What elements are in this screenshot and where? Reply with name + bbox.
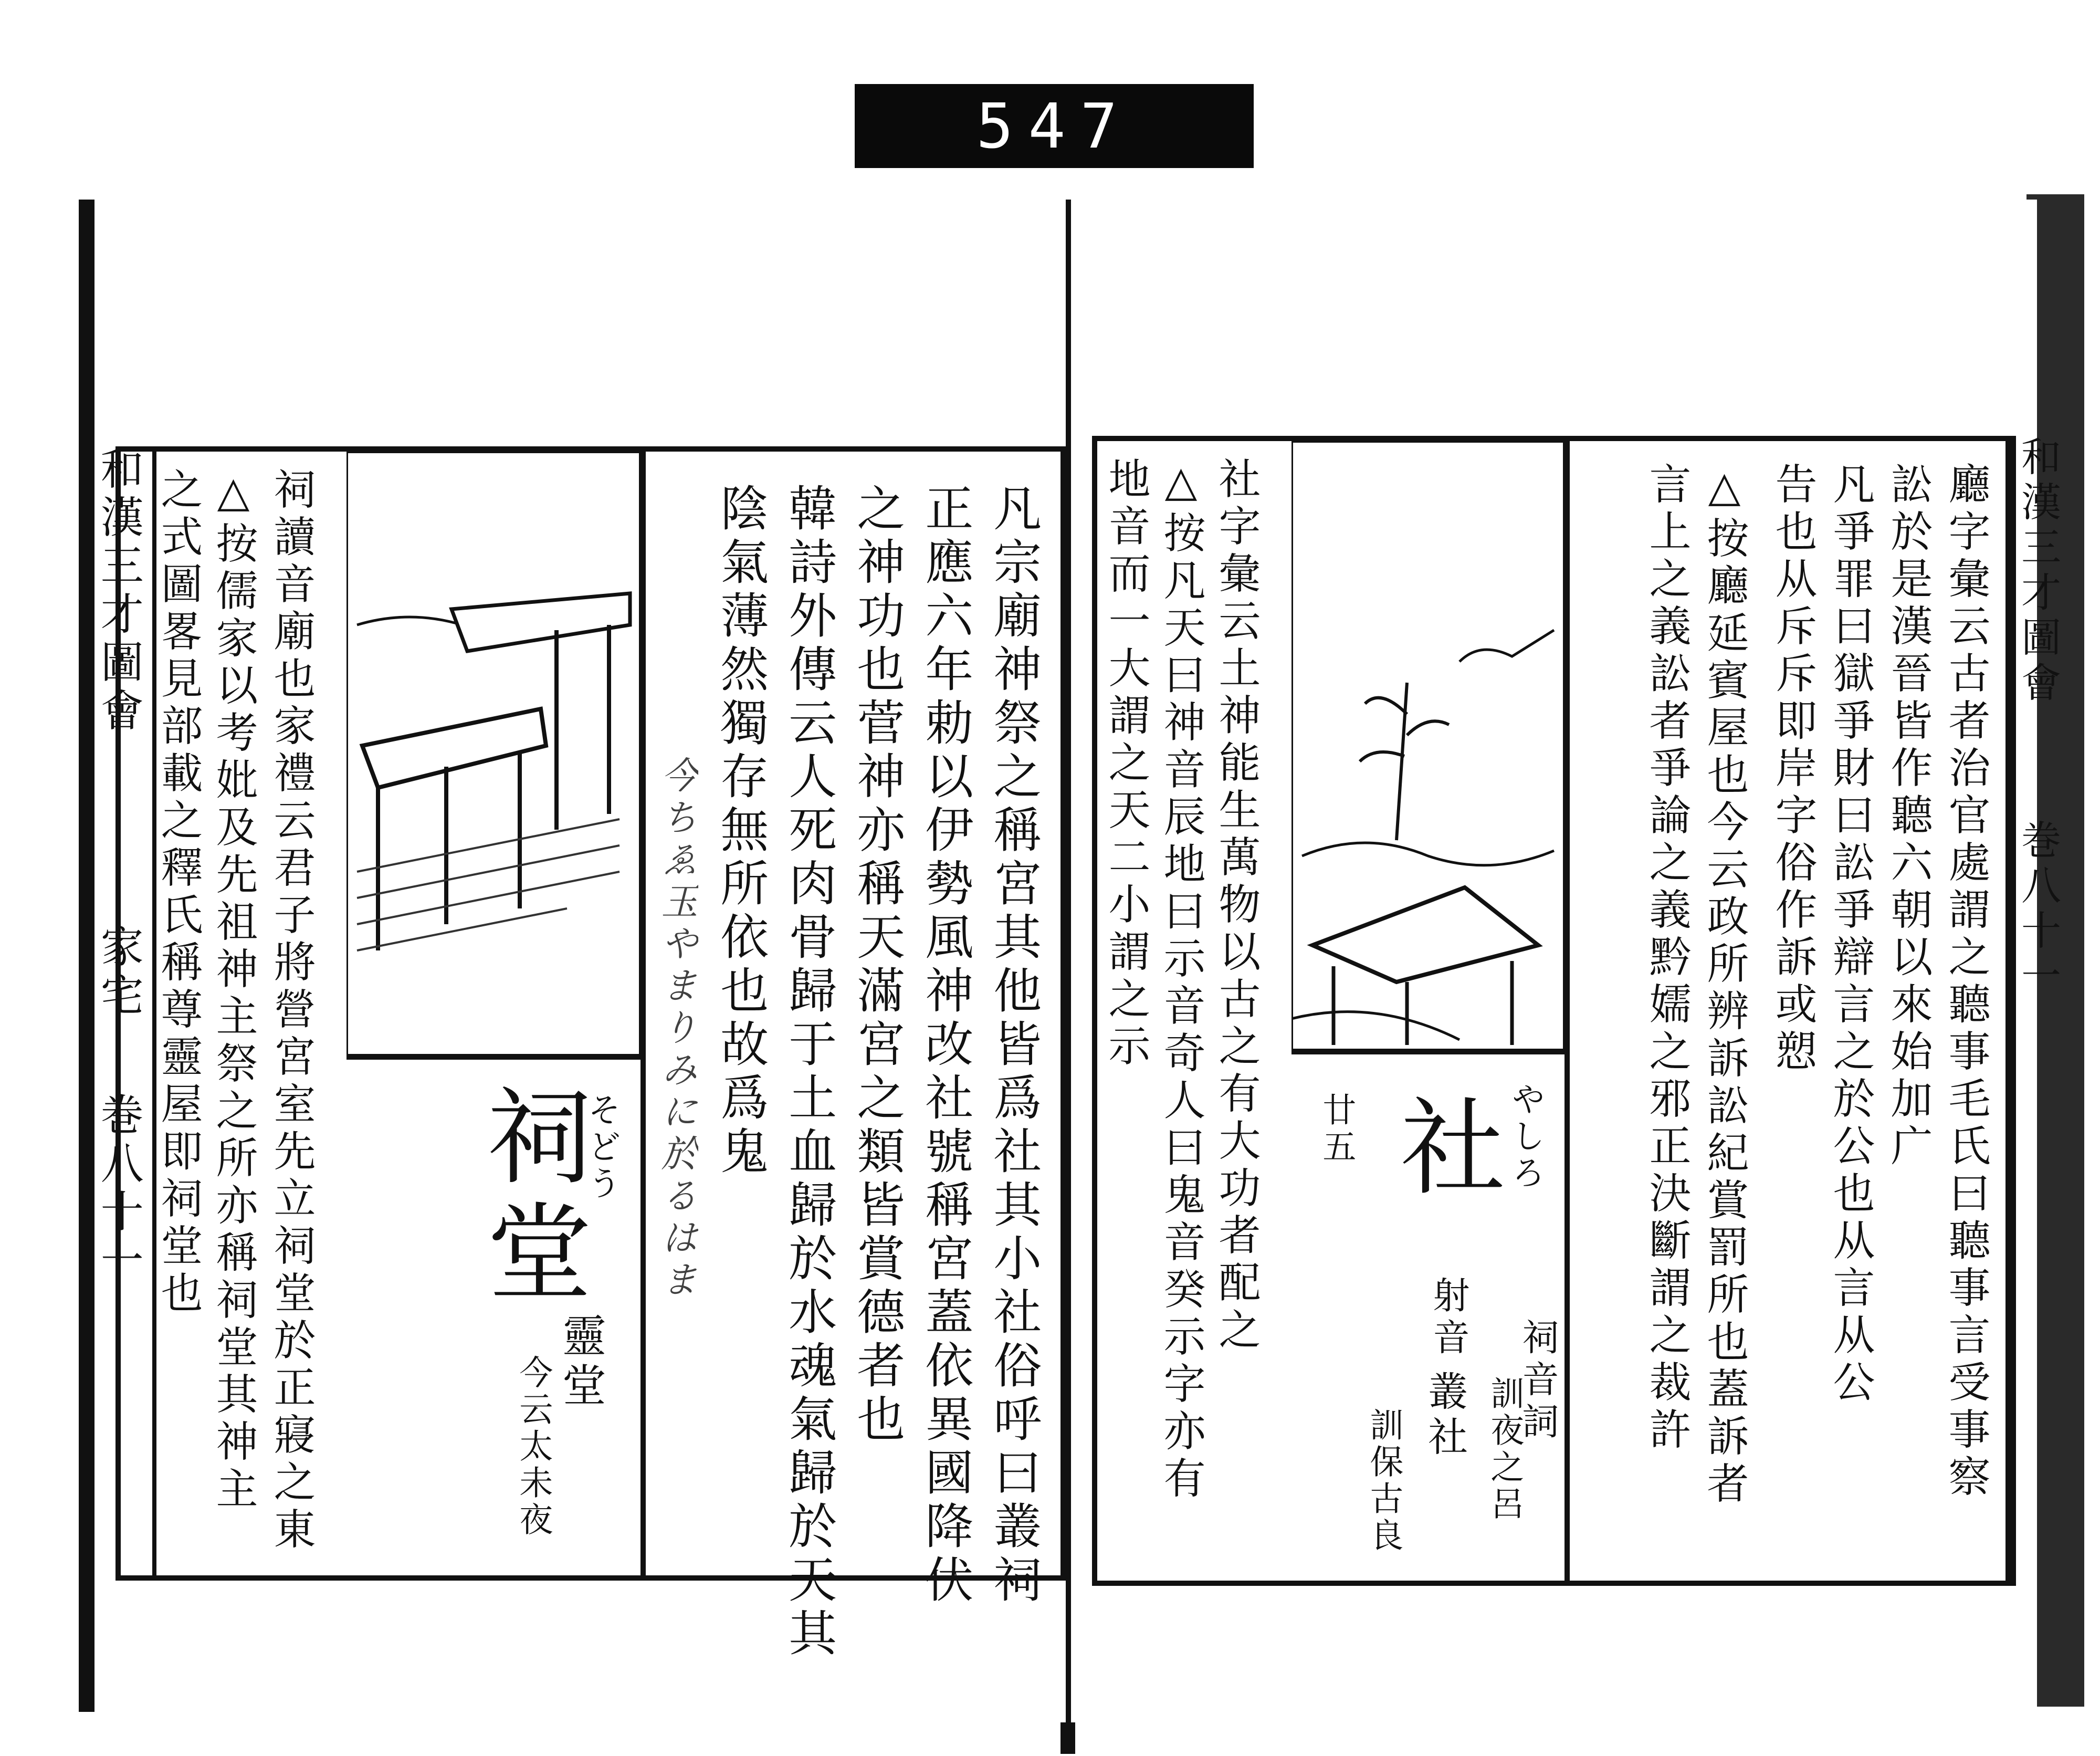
right-margin-title: 和漢三才圖會: [2014, 436, 2062, 707]
right-body-col-9: 地音而一大謂之天二小謂之示: [1101, 457, 1150, 1071]
left-handwritten-note: 今ちゑ玉やまりみに於るはま: [655, 756, 698, 1302]
right-entry-number: 廿五: [1317, 1092, 1356, 1166]
right-variant-1: 祠音詞: [1516, 1318, 1559, 1444]
left-alt-reading: 今云太未夜: [513, 1355, 553, 1539]
right-body-col-8: △按凡天曰神音辰地曰示音奇人曰鬼音癸示字亦有: [1157, 457, 1205, 1503]
right-body-col-7: 社字彙云土神能生萬物以古之有大功者配之: [1212, 457, 1261, 1355]
right-variant-2-reading: 訓保古良: [1364, 1407, 1403, 1554]
right-entry-kana: やしろ: [1506, 1082, 1545, 1192]
right-outer-rule: [2006, 436, 2011, 1586]
left-body-col-4: 韓詩外傳云人死肉骨歸于土血歸於水魂氣歸於天其: [781, 483, 837, 1661]
right-column-rule: [1564, 436, 1570, 1586]
right-margin-volume: 巻八十一: [2014, 819, 2062, 1000]
right-variant-1-reading: 訓夜之呂: [1485, 1376, 1524, 1523]
left-body-col-1: 凡宗廟神祭之稱宮其他皆爲社其小社俗呼曰叢祠: [985, 483, 1042, 1608]
left-page: [94, 200, 1073, 1722]
left-body-col-5: 陰氣薄然獨存無所依也故爲鬼: [712, 483, 769, 1179]
left-column-rule: [640, 446, 646, 1581]
left-margin-section: 家宅: [93, 924, 144, 1021]
left-alt-name: 靈堂: [555, 1313, 607, 1412]
right-page: [1071, 200, 2062, 1722]
archive-label-plate: 547: [855, 84, 1254, 168]
right-entry-reading: 射音: [1427, 1276, 1470, 1360]
left-entry-kana: そどう: [582, 1092, 621, 1203]
left-body-col-7: △按儒家以考妣及先祖神主祭之所亦稱祠堂其神主: [209, 467, 258, 1514]
right-body-col-3: 凡爭罪曰獄爭財曰訟爭辯言之於公也从言从公: [1826, 462, 1875, 1407]
illustration-underline: [346, 1055, 640, 1060]
right-body-col-2: 訟於是漢晉皆作聽六朝以來始加广: [1884, 462, 1933, 1171]
right-body-col-1: 廳字彙云古者治官處謂之聽事毛氏曰聽事言受事察: [1941, 462, 1990, 1502]
right-illustration-underline: [1292, 1050, 1564, 1054]
right-entry-title: 社: [1383, 1092, 1505, 1208]
left-entry-title: 祠堂: [469, 1082, 592, 1313]
left-body-col-3: 之神功也菅神亦稱天滿宮之類皆賞德者也: [849, 483, 906, 1447]
shrine-hall-illustration: [346, 452, 640, 1055]
right-variant-2: 叢社: [1421, 1371, 1468, 1461]
left-margin-title: 和漢三才圖會: [93, 446, 144, 736]
right-body-col-6: 言上之義訟者爭論之義黔嬬之邪正決斷謂之裁許: [1642, 462, 1691, 1455]
left-margin-volume: 巻八十一: [93, 1092, 144, 1285]
left-body-col-2: 正應六年勅以伊勢風神改社號稱宮蓋依異國降伏: [917, 483, 974, 1608]
left-body-col-8: 之式圖畧見部載之釋氏稱尊靈屋即祠堂也: [154, 467, 203, 1318]
right-body-col-4: 告也从斥斥即岸字俗作訴或愬: [1768, 462, 1817, 1076]
left-body-col-6: 祠讀音廟也家禮云君子將營宮室先立祠堂於正寢之東: [267, 467, 316, 1554]
right-body-col-5: △按廳延賓屋也今云政所辨訴訟紀賞罰所也蓋訴者: [1700, 462, 1749, 1509]
shrine-illustration: [1292, 441, 1564, 1050]
